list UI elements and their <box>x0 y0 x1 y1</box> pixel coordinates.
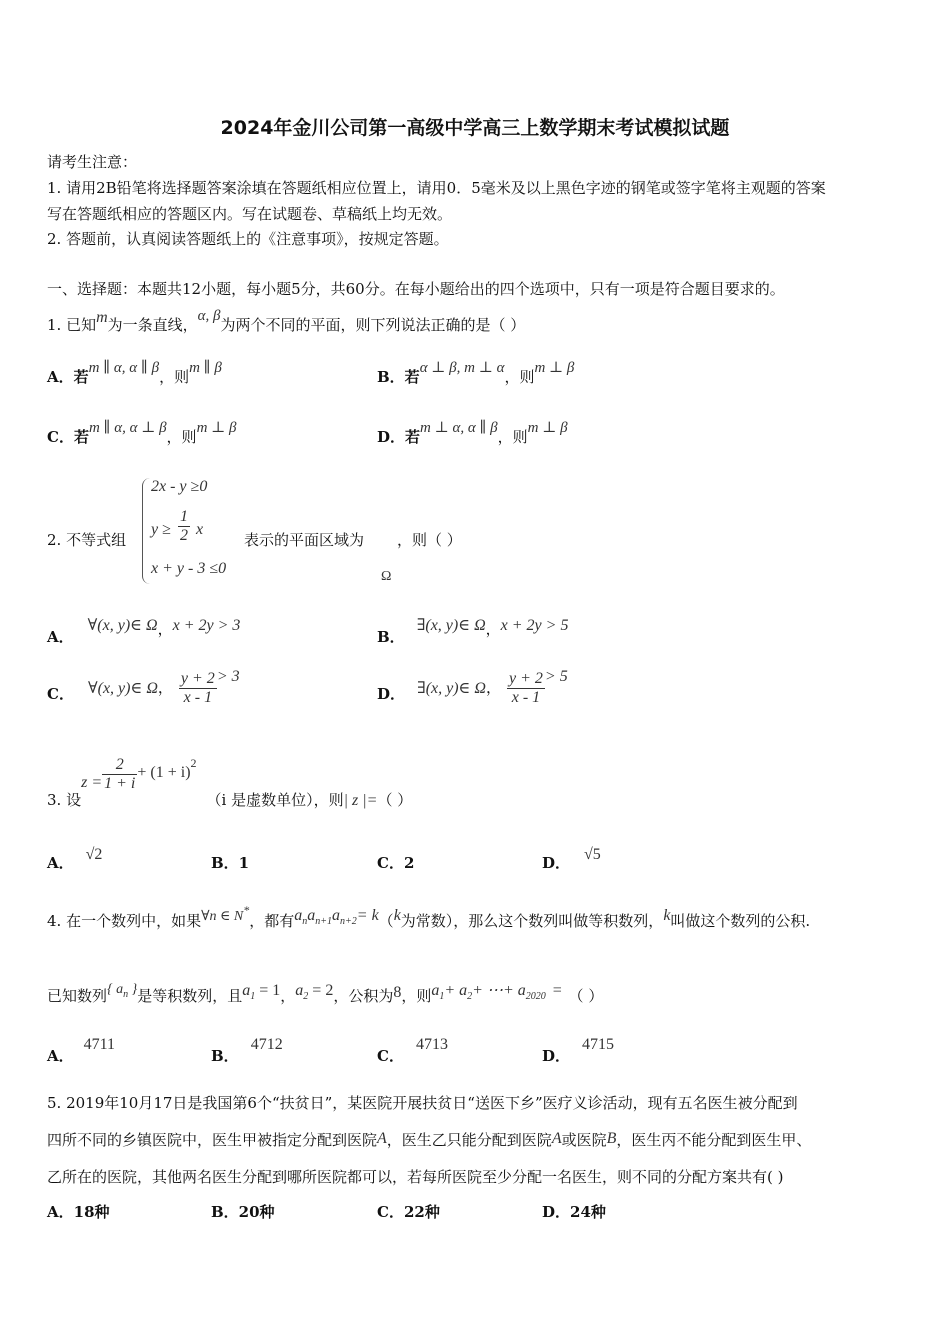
q2-option-d[interactable] <box>377 667 568 707</box>
q4-l2-c: ，公积为 <box>333 987 394 1005</box>
q2-d-label: D． <box>377 684 406 703</box>
q2-text: 表示的平面区域为 <box>244 531 365 549</box>
q5-option-a[interactable]: A．18种 <box>47 1203 110 1221</box>
q2-d-comma: ， <box>485 678 501 697</box>
q4-d-label: D． <box>542 1047 571 1065</box>
q3-d-label: D． <box>542 854 571 872</box>
q2-ineq-1: 2x - y ≥0 <box>151 478 208 495</box>
q4-l2-b: 是等积数列，且 <box>137 987 243 1005</box>
q2-c-den: x - 1 <box>183 689 213 706</box>
q4-option-a[interactable] <box>47 1036 116 1066</box>
q5-hospital-a: A <box>377 1130 387 1147</box>
q2-c-rhs: > 3 <box>216 667 240 685</box>
q4-sum-a1: a <box>431 982 440 999</box>
q4-a2-sub: 2 <box>303 991 309 1002</box>
q2-c-num: y + 2 <box>180 670 215 687</box>
q3-abs: | z |= <box>343 791 378 809</box>
q4-a1: a <box>242 982 251 999</box>
q4-a-val: 4711 <box>83 1036 116 1053</box>
q1-c-res: m ⊥ β <box>196 420 237 436</box>
q4-option-c[interactable] <box>377 1036 448 1066</box>
q2-d-rhs: > 5 <box>544 667 568 685</box>
q4-sub-n2: n+2 <box>340 916 357 927</box>
q3-option-d[interactable] <box>542 846 601 873</box>
q5-option-b[interactable]: B．20种 <box>211 1203 275 1221</box>
q4-prod-a3: a <box>332 907 341 924</box>
q5-option-d[interactable]: D．24种 <box>542 1203 606 1221</box>
q4-sum-dots: + ⋯+ a <box>472 982 526 999</box>
q3-d-val: √5 <box>584 846 601 863</box>
q4-option-b[interactable] <box>211 1036 283 1066</box>
notice-heading: 请考生注意： <box>47 153 138 171</box>
q4-k2: k <box>663 907 671 924</box>
q4-text-e: 叫做这个数列的公积. <box>670 912 811 930</box>
q2-ineq-2-frac <box>178 508 190 545</box>
q1-option-b[interactable] <box>377 360 575 387</box>
q2-omega: Ω <box>381 569 392 584</box>
q1-d-cond: m ⊥ α, α ∥ β <box>420 420 498 436</box>
q2-option-b[interactable] <box>377 614 569 646</box>
q1-a-res: m ∥ β <box>189 360 222 376</box>
q4-sum-a2: + a <box>444 982 468 999</box>
q1-d-then: ，则 <box>497 428 528 446</box>
q1-c-cond: m ∥ α, α ⊥ β <box>88 420 167 436</box>
q5-hospital-b: B <box>606 1130 617 1147</box>
q1-option-a[interactable] <box>47 360 222 387</box>
q4-text-c: （ <box>378 912 394 930</box>
q4-end: （ ） <box>568 987 604 1005</box>
notice-line-1a: 1. 请用2B铅笔将选择题答案涂填在答题纸相应位置上，请用0．5毫米及以上黑色字迹的钢笔或签字笔将主观题的答案 <box>47 179 826 197</box>
q4-b-val: 4712 <box>250 1036 283 1053</box>
q3-option-c[interactable]: C．2 <box>377 854 415 872</box>
q4-l2-a: 已知数列 <box>47 987 108 1005</box>
q3-note: （i 是虚数单位），则 <box>206 790 344 809</box>
q5-text-a: 四所不同的乡镇医院中，医生甲被指定分配到医院 <box>47 1131 378 1149</box>
q2-a-label: A． <box>47 628 74 646</box>
q5-text-c: 或医院 <box>561 1131 607 1149</box>
q3-option-a[interactable] <box>47 846 103 873</box>
q1-b-then: ，则 <box>504 368 535 386</box>
q4-sub-n: n <box>302 916 308 927</box>
notice-line-2: 2. 答题前，认真阅读答题纸上的《注意事项》，按规定答题。 <box>47 230 449 248</box>
q2-frac-num: 1 <box>180 508 188 525</box>
q2-c-comma: ， <box>157 678 173 697</box>
q1-d-res: m ⊥ β <box>527 420 568 436</box>
q4-c-val: 4713 <box>415 1036 448 1053</box>
q2-label: 2. 不等式组 <box>47 531 127 549</box>
q5-text-b: ，医生乙只能分配到医院 <box>386 1131 552 1149</box>
q4-sum-s1: 1 <box>439 991 445 1002</box>
q1-text-c: 为两个不同的平面，则下列说法正确的是（ ） <box>220 316 526 334</box>
q1-option-c[interactable] <box>47 420 237 447</box>
q5-text-d: ，医生丙不能分配到医生甲、 <box>616 1131 812 1149</box>
q5-line-3: 乙所在的医院，其他两名医生分配到哪所医院都可以，若每所医院至少分配一名医生，则不同的分配方案共有( ) <box>47 1168 784 1186</box>
q4-c-label: C． <box>377 1047 404 1065</box>
q2-system-brace <box>142 478 151 584</box>
q3-rest: + (1 + i) <box>137 763 191 781</box>
q3-end: （ ） <box>377 790 413 809</box>
q4-text-b: ，都有 <box>249 912 295 930</box>
q4-option-d[interactable] <box>542 1036 615 1066</box>
q4-text-d: 为常数），那么这个数列叫做等积数列， <box>400 912 664 930</box>
q4-seq-end: } <box>128 982 138 997</box>
q3-num: 2 <box>102 756 137 775</box>
q2-d-quant: ∃(x, y)∈ Ω <box>417 679 486 697</box>
q4-a2: a <box>295 982 304 999</box>
q2-option-a[interactable] <box>47 614 241 646</box>
q2-b-label: B． <box>377 628 405 646</box>
question-3 <box>47 755 413 809</box>
q1-b-res: m ⊥ β <box>534 360 575 376</box>
q4-sub-n1: n+1 <box>315 916 333 927</box>
q2-a-comma: ， <box>157 620 173 638</box>
q4-text-a: 4. 在一个数列中，如果 <box>47 912 202 930</box>
q2-ineq-2-left: y ≥ <box>151 521 171 538</box>
q5-line-1: 5. 2019年10月17日是我国第6个“扶贫日”，某医院开展扶贫日“送医下乡”医疗义诊活动，现有五名医生被分配到 <box>47 1094 798 1112</box>
q4-a-label: A． <box>47 1047 74 1065</box>
q5-option-c[interactable]: C．22种 <box>377 1203 440 1221</box>
q4-l2-d: ，则 <box>401 987 432 1005</box>
q2-a-expr: x + 2y > 3 <box>172 617 241 634</box>
q1-c-label: C．若 <box>47 428 89 446</box>
q3-a-val: √2 <box>85 846 103 863</box>
q4-sum-s2: 2 <box>467 991 473 1002</box>
q3-a-label: A． <box>47 854 74 872</box>
q2-a-quant: ∀(x, y)∈ Ω <box>87 617 158 634</box>
q4-forall: ∀n ∈ N <box>201 909 244 924</box>
q2-c-label: C． <box>47 684 74 703</box>
q1-text-b: 为一条直线， <box>107 316 198 334</box>
q4-prod-a2: a <box>307 907 316 924</box>
q1-option-d[interactable] <box>377 420 568 447</box>
q4-seq: { a <box>107 982 124 997</box>
q2-d-num: y + 2 <box>508 670 543 687</box>
q4-line-1 <box>47 903 811 931</box>
notice-line-1b: 写在答题纸相应的答题区内。写在试题卷、草稿纸上均无效。 <box>47 205 453 223</box>
q1-a-cond: m ∥ α, α ∥ β <box>88 360 160 376</box>
q4-a1-sub: 1 <box>250 991 256 1002</box>
q4-eight: 8 <box>393 984 402 1001</box>
q4-line-2 <box>47 982 604 1006</box>
q2-ineq-2-right: x <box>196 521 204 538</box>
q4-a2-val: = 2 <box>308 982 334 999</box>
q1-text-a: 1. 已知 <box>47 316 97 334</box>
q4-a1-val: = 1 <box>255 982 281 999</box>
q4-star: * <box>243 903 250 917</box>
q3-option-b[interactable]: B．1 <box>211 854 250 872</box>
q2-b-comma: ， <box>485 620 501 638</box>
question-1 <box>47 308 526 335</box>
q4-eqk: = k <box>356 907 379 924</box>
q4-sum-eq: = <box>551 982 563 999</box>
q4-comma: ， <box>280 987 296 1005</box>
q2-ineq-3: x + y - 3 ≤0 <box>151 560 227 577</box>
q4-k: k <box>393 907 401 924</box>
q2-d-den: x - 1 <box>511 689 541 706</box>
q4-b-label: B． <box>211 1047 239 1065</box>
q2-b-quant: ∃(x, y)∈ Ω <box>416 617 486 634</box>
q1-b-label: B．若 <box>377 368 420 386</box>
q4-d-val: 4715 <box>582 1036 615 1053</box>
q1-a-label: A．若 <box>47 368 89 386</box>
q5-hospital-a2: A <box>551 1130 562 1147</box>
q3-sup: 2 <box>190 755 197 770</box>
q2-c-quant: ∀(x, y)∈ Ω <box>87 679 158 697</box>
q4-prod-a1: a <box>294 907 303 924</box>
q3-z-eq: z = <box>81 773 103 791</box>
q1-var-m: m <box>96 309 108 326</box>
q3-den: 1 + i <box>104 775 136 792</box>
page-title: 2024年金川公司第一高级中学高三上数学期末考试模拟试题 <box>220 117 730 139</box>
q2-then: ，则（ ） <box>397 531 462 549</box>
q2-frac-den: 2 <box>180 527 188 544</box>
q2-option-c[interactable] <box>47 667 240 707</box>
q3-label: 3. 设 <box>47 790 82 809</box>
q1-a-then: ，则 <box>159 368 190 386</box>
q4-seq-sub: n <box>123 989 129 1000</box>
q1-b-cond: α ⊥ β, m ⊥ α <box>419 360 505 376</box>
q1-d-label: D．若 <box>377 428 421 446</box>
q4-sum-last: 2020 <box>525 991 546 1002</box>
section-heading: 一、选择题：本题共12小题，每小题5分，共60分。在每小题给出的四个选项中，只有一项是符合题目要求的。 <box>47 280 785 298</box>
q1-planes: α, β <box>197 308 221 324</box>
q5-line-2 <box>47 1129 811 1150</box>
q1-c-then: ，则 <box>166 428 197 446</box>
q2-b-expr: x + 2y > 5 <box>500 617 569 634</box>
